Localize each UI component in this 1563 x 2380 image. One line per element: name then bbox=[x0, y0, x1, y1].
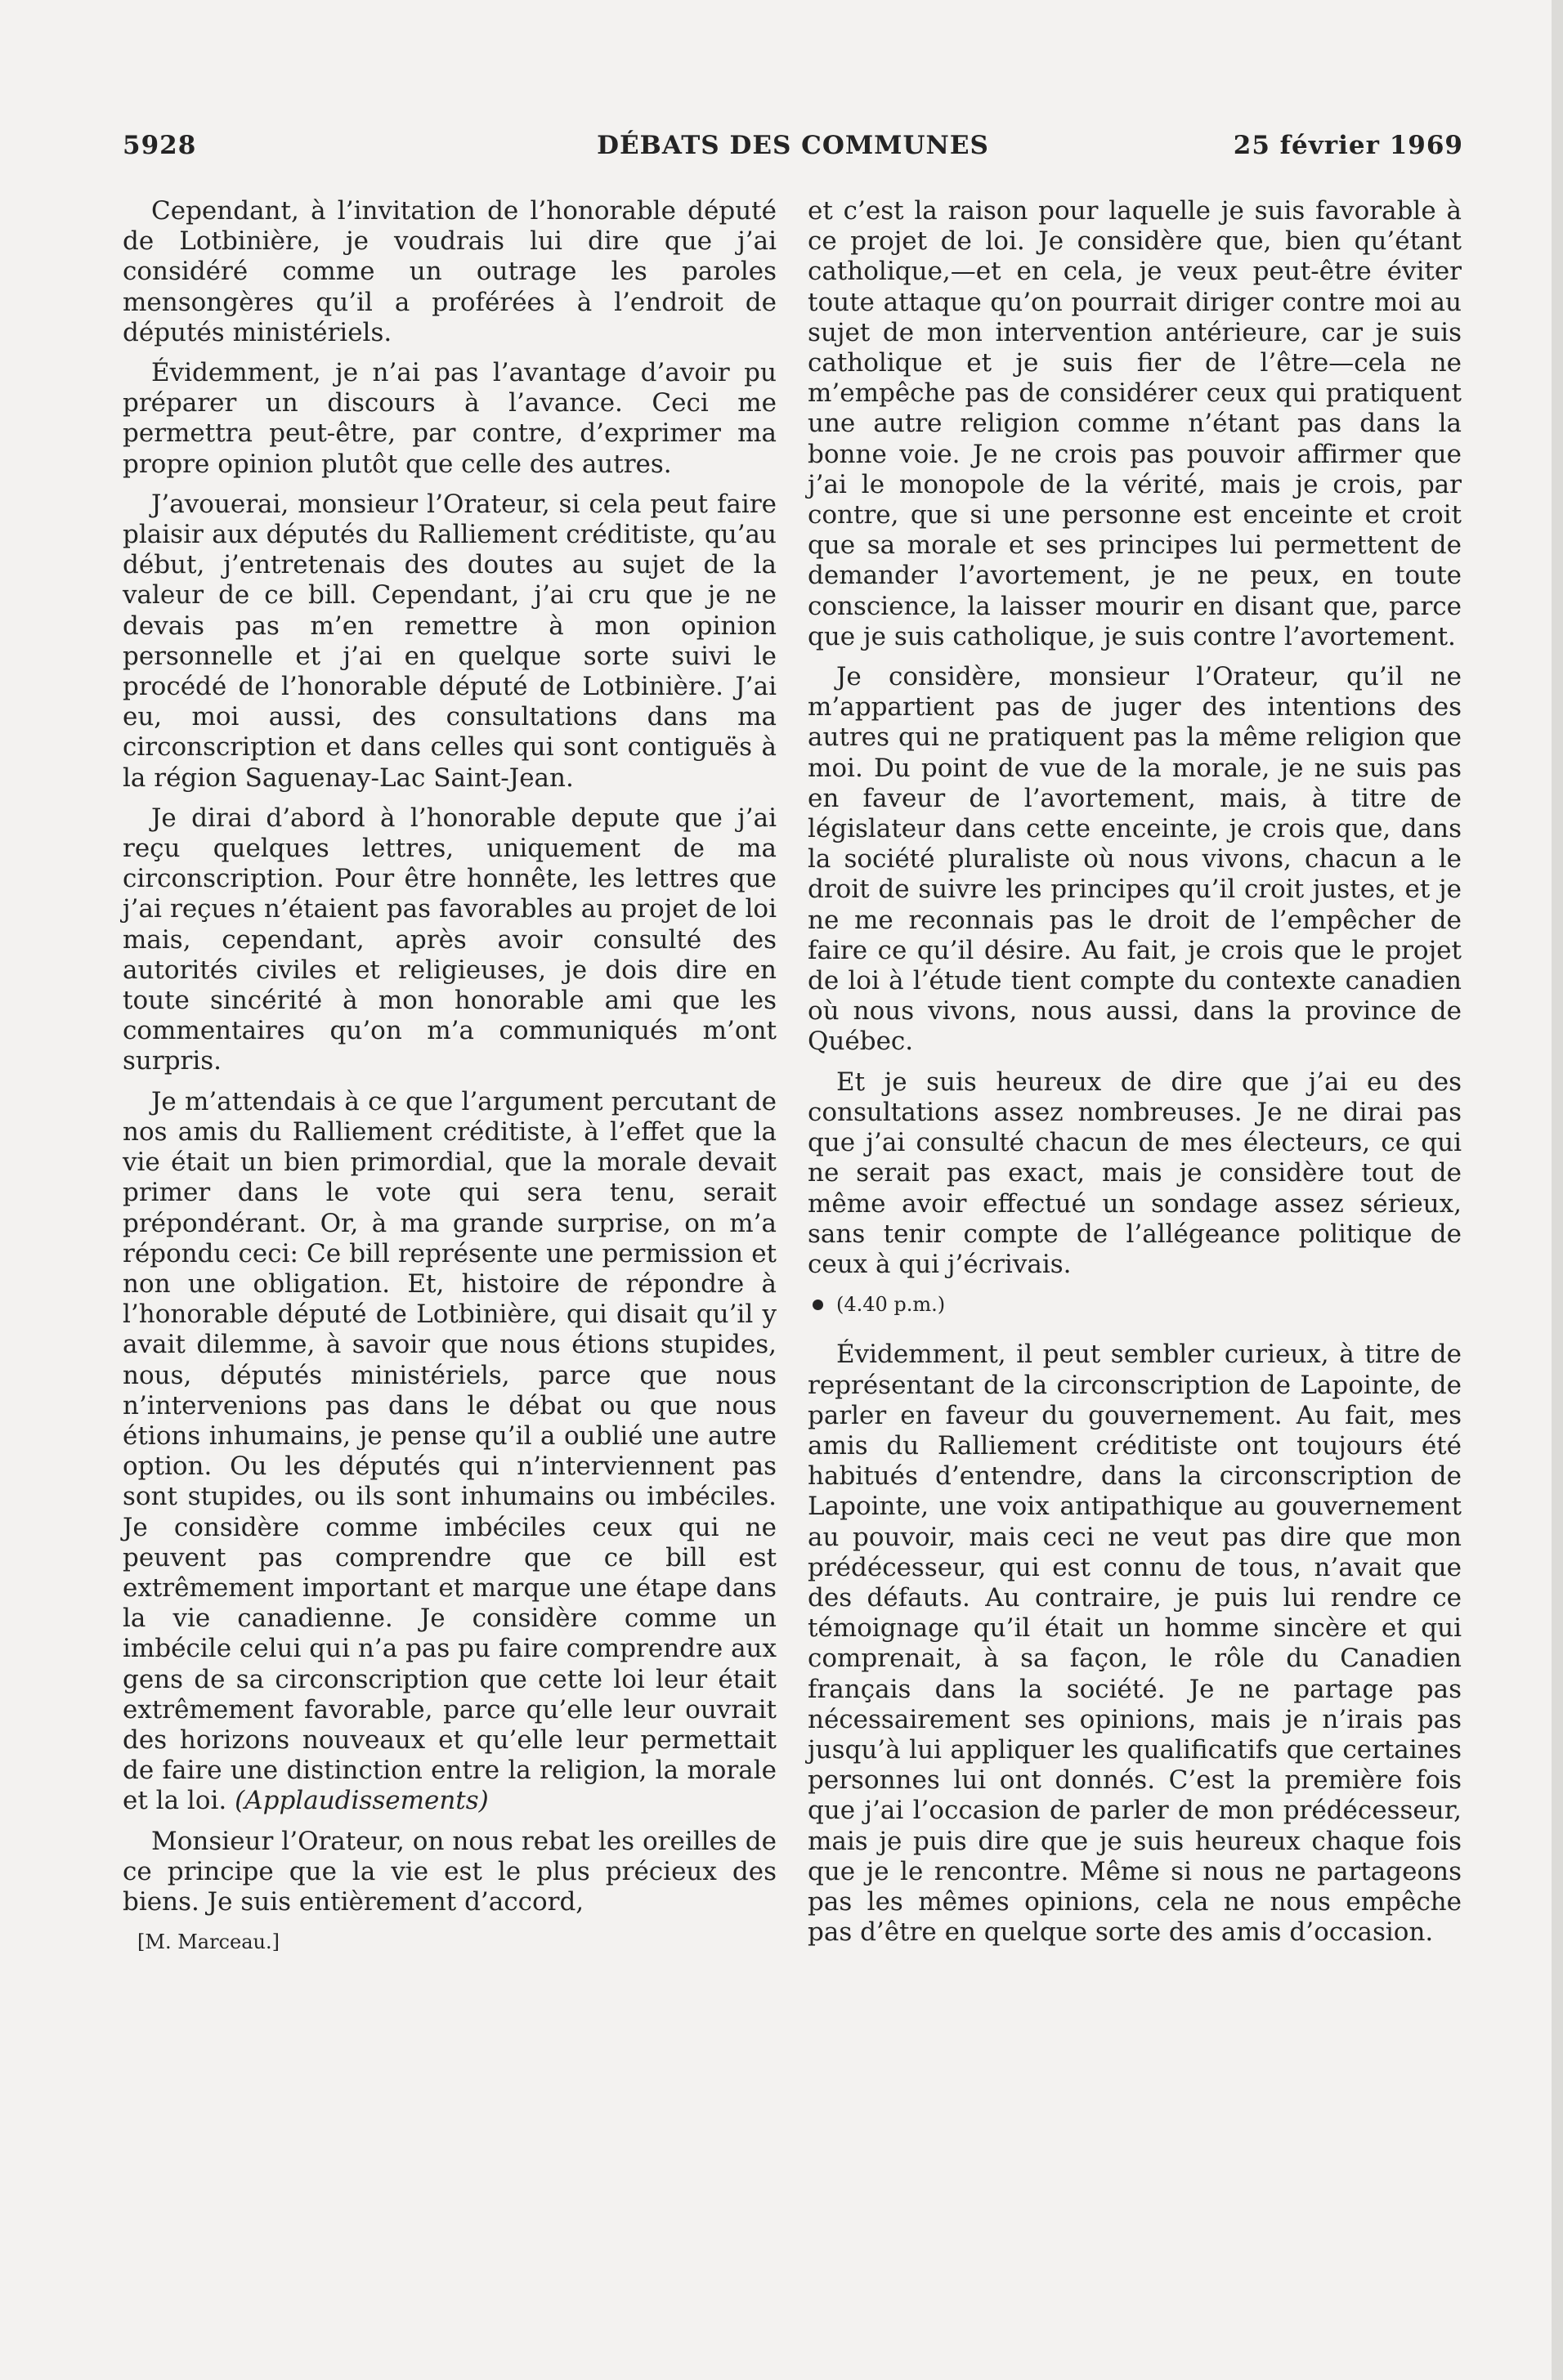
publication-title: DÉBATS DES COMMUNES bbox=[597, 131, 989, 160]
paragraph: Et je suis heureux de dire que j’ai eu des consultations assez nombreuses. Je ne dirai pas que j’ai consulté chacun de mes électeurs, ce qui ne serait pas exact, mais je considère tout de même avoir effectué un sondage assez sérieux, sans tenir compte de l’allégeance politique de ceux à qui j’écrivais. bbox=[808, 1067, 1462, 1279]
page-number: 5928 bbox=[123, 131, 197, 160]
page-edge-shadow bbox=[1552, 0, 1563, 2380]
paragraph: Évidemment, je n’ai pas l’avantage d’avoir pu préparer un discours à l’avance. Ceci me permettra peut-être, par contre, d’exprimer ma propre opinion plutôt que celle des autres. bbox=[123, 358, 777, 479]
paragraph-text: Je m’attendais à ce que l’argument percutant de nos amis du Ralliement créditiste, à l’effet que la vie était un bien primordial, que la morale devait primer dans le vote qui sera tenu, serait prépondérant. Or, à ma grande surprise, on m’a répondu ceci: Ce bill représente une permission et non une obligation. Et, histoire de répondre à l’honorable député de Lotbinière, qui disait qu’il y avait dilemme, à savoir que nous étions stupides, nous, députés ministériels, parce que nous n’intervenions pas dans le débat ou que nous étions inhumains, je pense qu’il a oublié une autre option. Ou les députés qui n’interviennent pas sont stupides, ou ils sont inhumains ou imbéciles. Je considère comme imbéciles ceux qui ne peuvent pas comprendre que ce bill est extrêmement important et marque une étape dans la vie canadienne. Je considère comme un imbécile celui qui n’a pas pu faire comprendre aux gens de sa circonscription que cette loi leur était extrêmement favorable, parce qu’elle leur ouvrait des horizons nouveaux et qu’elle leur permettait de faire une distinction entre la religion, la morale et la loi. bbox=[123, 1086, 777, 1816]
paragraph: J’avouerai, monsieur l’Orateur, si cela peut faire plaisir aux députés du Ralliement créditiste, qu’au début, j’entretenais des doutes au sujet de la valeur de ce bill. Cependant, j’ai cru que je ne devais pas m’en remettre à mon opinion personnelle et j’ai en quelque sorte suivi le procédé de l’honorable député de Lotbinière. J’ai eu, moi aussi, des consultations dans ma circonscription et dans celles qui sont contiguës à la région Saguenay-Lac Saint-Jean. bbox=[123, 489, 777, 793]
speaker-reference: [M. Marceau.] bbox=[137, 1930, 280, 1954]
paragraph bbox=[123, 1087, 777, 1817]
paragraph: Cependant, à l’invitation de l’honorable député de Lotbinière, je voudrais lui dire que j’ai considéré comme un outrage les paroles mensongères qu’il a proférées à l’endroit de députés ministériels. bbox=[123, 196, 777, 347]
time-marker bbox=[808, 1290, 1462, 1320]
left-column bbox=[123, 196, 777, 1957]
page-header bbox=[123, 131, 1463, 168]
publication-date: 25 février 1969 bbox=[1233, 131, 1463, 160]
right-column bbox=[808, 196, 1462, 1957]
paragraph: Évidemment, il peut sembler curieux, à titre de représentant de la circonscription de Lapointe, de parler en faveur du gouvernement. Au fait, mes amis du Ralliement créditiste ont toujours été habitués d’entendre, dans la circonscription de Lapointe, une voix antipathique au gouvernement au pouvoir, mais ceci ne veut pas dire que mon prédécesseur, qui est connu de tous, n’avait que des défauts. Au contraire, je puis lui rendre ce témoignage qu’il était un homme sincère et qui comprenait, à sa façon, le rôle du Canadien français dans la société. Je ne partage pas nécessairement ses opinions, mais je n’irais pas jusqu’à lui appliquer les qualificatifs que certaines personnes lui ont donnés. C’est la première fois que j’ai l’occasion de parler de mon prédécesseur, mais je puis dire que je suis heureux chaque fois que je le rencontre. Même si nous ne partageons pas les mêmes opinions, cela ne nous empêche pas d’être en quelque sorte des amis d’occasion. bbox=[808, 1340, 1462, 1948]
applause-note: (Applaudissements) bbox=[235, 1786, 489, 1816]
bullet-icon bbox=[813, 1300, 823, 1310]
paragraph: et c’est la raison pour laquelle je suis favorable à ce projet de loi. Je considère que, bien qu’étant catholique,—et en cela, je veux peut-être éviter toute attaque qu’on pourrait diriger contre moi au sujet de mon intervention antérieure, car je suis catholique et je suis fier de l’être—cela ne m’empêche pas de considérer ceux qui pratiquent une autre religion comme n’étant pas dans la bonne voie. Je ne crois pas pouvoir affirmer que j’ai le monopole de la vérité, mais je crois, par contre, que si une personne est enceinte et croit que sa morale et ses principes lui permettent de demander l’avortement, je ne peux, en toute conscience, la laisser mourir en disant que, parce que je suis catholique, je suis contre l’avortement. bbox=[808, 196, 1462, 651]
paragraph: Je dirai d’abord à l’honorable depute que j’ai reçu quelques lettres, uniquement de ma circonscription. Pour être honnête, les lettres que j’ai reçues n’étaient pas favorables au projet de loi mais, cependant, après avoir consulté des autorités civiles et religieuses, je dois dire en toute sincérité à mon honorable ami que les commentaires qu’on m’a communiqués m’ont surpris. bbox=[123, 803, 777, 1076]
paragraph: Monsieur l’Orateur, on nous rebat les oreilles de ce principe que la vie est le plus précieux des biens. Je suis entièrement d’accord, bbox=[123, 1826, 777, 1917]
time-marker-text: (4.40 p.m.) bbox=[836, 1293, 946, 1317]
paragraph: Je considère, monsieur l’Orateur, qu’il ne m’appartient pas de juger des intentions des autres qui ne pratiquent pas la même religion que moi. Du point de vue de la morale, je ne suis pas en faveur de l’avortement, mais, à titre de législateur dans cette enceinte, je crois que, dans la société pluraliste où nous vivons, chacun a le droit de suivre les principes qu’il croit justes, et je ne me reconnais pas le droit de l’empêcher de faire ce qu’il désire. Au fait, je crois que le projet de loi à l’étude tient compte du contexte canadien où nous vivons, nous aussi, dans la province de Québec. bbox=[808, 662, 1462, 1057]
